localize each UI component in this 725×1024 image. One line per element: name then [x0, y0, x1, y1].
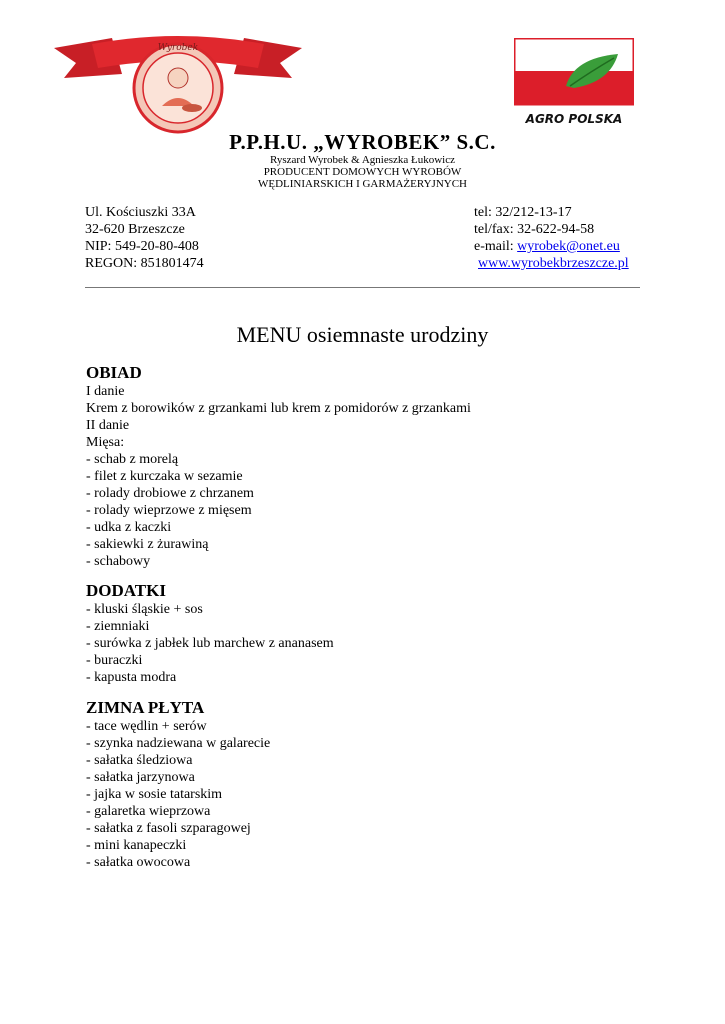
products-line: WĘDLINIARSKICH I GARMAŻERYJNYCH [258, 178, 467, 190]
list-item: - surówka z jabłek lub marchew z ananasem [86, 636, 334, 651]
telfax: tel/fax: 32-622-94-58 [474, 222, 595, 237]
owners-line: Ryszard Wyrobek & Agnieszka Łukowicz [269, 154, 456, 166]
list-item: - rolady drobiowe z chrzanem [86, 486, 254, 501]
menu-content [86, 362, 646, 871]
list-item: - kluski śląskie + sos [86, 602, 203, 617]
first-course-label: I danie [86, 384, 125, 399]
list-item: - buraczki [86, 653, 143, 668]
section-heading-dodatki: DODATKI [86, 581, 166, 600]
header-divider [85, 287, 640, 288]
menu-title: MENU osiemnaste urodziny [236, 322, 489, 347]
list-item: - sałatka owocowa [86, 855, 191, 870]
website-link[interactable]: www.wyrobekbrzeszcze.pl [478, 256, 629, 271]
email-row [474, 238, 629, 255]
list-item: - kapusta modra [86, 670, 177, 685]
meats-label: Mięsa: [86, 435, 125, 450]
list-item: - udka z kaczki [86, 520, 172, 535]
section-heading-obiad: OBIAD [86, 363, 142, 382]
list-item: - mini kanapeczki [86, 838, 187, 853]
producer-line: PRODUCENT DOMOWYCH WYROBÓW [263, 166, 462, 178]
regon: REGON: 851801474 [85, 256, 204, 271]
wyrobek-logo [52, 34, 304, 134]
company-name: P.P.H.U. „WYROBEK” S.C. [229, 130, 496, 154]
soup-item: Krem z borowików z grzankami lub krem z pomidorów z grzankami [86, 401, 471, 416]
list-item: - tace wędlin + serów [86, 719, 207, 734]
list-item: - rolady wieprzowe z mięsem [86, 503, 252, 518]
list-item: - sakiewki z żurawiną [86, 537, 209, 552]
svg-text:Wyrobek: Wyrobek [157, 43, 199, 53]
list-item: - ziemniaki [86, 619, 150, 634]
address: Ul. Kościuszki 33A [85, 205, 196, 220]
list-item: - galaretka wieprzowa [86, 804, 211, 819]
list-item: - schabowy [86, 554, 151, 569]
contact-left [85, 204, 204, 272]
list-item: - schab z morelą [86, 452, 179, 467]
list-item: - sałatka śledziowa [86, 753, 193, 768]
list-item: - jajka w sosie tatarskim [86, 787, 223, 802]
email-link[interactable]: wyrobek@onet.eu [517, 239, 620, 254]
contact-right [474, 204, 629, 272]
list-item: - sałatka z fasoli szparagowej [86, 821, 251, 836]
telephone: tel: 32/212-13-17 [474, 205, 572, 220]
email-label: e-mail: [474, 239, 518, 254]
second-course-label: II danie [86, 418, 130, 433]
agro-polska-logo [514, 38, 634, 130]
section-heading-zimna-plyta: ZIMNA PŁYTA [86, 698, 205, 717]
svg-text:AGRO POLSKA: AGRO POLSKA [525, 112, 623, 126]
list-item: - sałatka jarzynowa [86, 770, 195, 785]
list-item: - filet z kurczaka w sezamie [86, 469, 243, 484]
list-item: - szynka nadziewana w galarecie [86, 736, 271, 751]
website-row [474, 255, 629, 272]
city: 32-620 Brzeszcze [85, 222, 185, 237]
nip: NIP: 549-20-80-408 [85, 239, 199, 254]
